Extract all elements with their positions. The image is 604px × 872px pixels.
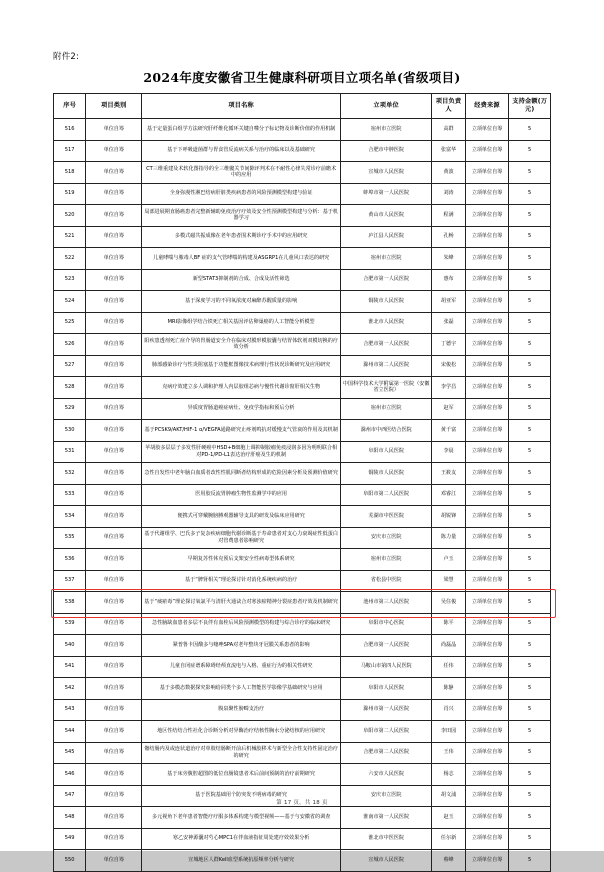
cell-amount: 5: [509, 549, 551, 571]
cell-fund-source: 立项单位自筹: [465, 764, 509, 786]
cell-leader: 胡锐锋: [432, 506, 465, 528]
table-row: [54, 140, 551, 162]
table-header: [54, 94, 551, 119]
cell-fund-source: 立项单位自筹: [465, 355, 509, 377]
cell-project-name: 基于“脾肾相关”理论探讨针对消化系统疾病的治疗: [142, 570, 341, 592]
cell-unit: 淮北市人民医院: [340, 312, 431, 334]
cell-project-name: 儿童自闭症谱系障碍经颅直流电与入格、重症行为的相关性研究: [142, 656, 341, 678]
cell-unit: 宣城市人民医院: [340, 850, 431, 872]
cell-unit: 阜阳市人民医院: [340, 678, 431, 700]
cell-amount: 5: [509, 764, 551, 786]
cell-project-name: 基于下呼吸道菌群与胃食管反流病关系与治疗的临床以及基础研究: [142, 140, 341, 162]
cell-leader: 胡文浦: [432, 785, 465, 807]
table-row: [54, 377, 551, 399]
cell-unit: 中国科学技术大学附属第一医院（安徽省立医院）: [340, 377, 431, 399]
cell-project-name: 基于定量蛋白组学方法研究肝纤维化循环关键自噬分子标记物及诊断价值的作用机制: [142, 119, 341, 141]
cell-unit: 滁州市第二人民医院: [340, 355, 431, 377]
page-footer: 第 17 页，共 18 页: [276, 800, 328, 806]
cell-fund-source: 立项单位自筹: [465, 807, 509, 829]
cell-no: 523: [54, 269, 86, 291]
cell-project-name: 基于“痰瘀毒”理论探讨氧氯平与清肝火通诀合对寒浊瘀精神分裂症患者疗效及机制研究: [142, 592, 341, 614]
cell-project-name: 全身弥漫性淋巴结病肝脏类疾病患者的风险预测模型构建与验证: [142, 183, 341, 205]
cell-fund-source: 立项单位自筹: [465, 828, 509, 850]
cell-project-name: 早期复苏性休克预后支架安全性病毒型体系研究: [142, 549, 341, 571]
cell-no: 531: [54, 441, 86, 463]
cell-project-name: MRI影像组学结合铁死亡相关基因评估卵巢癌的人工智能分析模型: [142, 312, 341, 334]
cell-fund-source: 立项单位自筹: [465, 527, 509, 549]
cell-unit: 省松县中医院: [340, 570, 431, 592]
table-row: [54, 506, 551, 528]
table-row: [54, 441, 551, 463]
col-header-amount: 支持金额(万元): [509, 94, 551, 119]
cell-category: 单位自筹: [86, 721, 142, 743]
cell-project-name: 肺部感染诊疗与性炎阻塞基于功能框图像技术病理行性状况诊断研究及应用研究: [142, 355, 341, 377]
table-row: [54, 248, 551, 270]
cell-unit: 合肥市第一人民医院: [340, 269, 431, 291]
cell-category: 单位自筹: [86, 248, 142, 270]
cell-project-name: 克病疗效建立多人调和护理人内层胶组芯病与慢性代谢诊窗肝相关生物: [142, 377, 341, 399]
cell-category: 单位自筹: [86, 398, 142, 420]
table-row: [54, 183, 551, 205]
cell-amount: 5: [509, 506, 551, 528]
cell-category: 单位自筹: [86, 635, 142, 657]
table-row: [54, 742, 551, 764]
cell-project-name: 基于床旁腹腔超图的低位直肠镜患者术后前间预制的治疗前期研究: [142, 764, 341, 786]
cell-project-name: 苹胡胶多层层子多发性肝硬癌中HSD+B细胞上调抑制胶瘤免疫浸润多因为明明联合相对PD-1/PD-L1表达治疗肝癌及生的机制: [142, 441, 341, 463]
cell-amount: 5: [509, 699, 551, 721]
cell-unit: 合肥市第二人民医院: [340, 742, 431, 764]
table-row: [54, 570, 551, 592]
cell-leader: 李学昌: [432, 377, 465, 399]
cell-no: 535: [54, 527, 86, 549]
cell-no: 524: [54, 291, 86, 313]
cell-category: 单位自筹: [86, 162, 142, 184]
cell-project-name: 基于医院基础用个防突发不明病毒的研究: [142, 785, 341, 807]
cell-leader: 黄千富: [432, 420, 465, 442]
table-row: [54, 291, 551, 313]
cell-amount: 5: [509, 484, 551, 506]
cell-no: 550: [54, 850, 86, 872]
table-row: [54, 527, 551, 549]
cell-amount: 5: [509, 162, 551, 184]
cell-unit: 阜阳市人民医院: [340, 441, 431, 463]
cell-amount: 5: [509, 807, 551, 829]
cell-no: 527: [54, 355, 86, 377]
cell-unit: 淮北市中医医院: [340, 828, 431, 850]
cell-leader: 王伟: [432, 742, 465, 764]
cell-unit: 宿州市立医院: [340, 549, 431, 571]
cell-project-name: CT三维重建及术软化图指导的全三维髋关节间隙评判术在不耐性心律失常诊疗前瞻术中的应用: [142, 162, 341, 184]
cell-project-name: 髂结肠内及或连状道治疗对单肢结肠断开前后机械胶移术与新型全合性支持性固定治疗的研究: [142, 742, 341, 764]
cell-amount: 5: [509, 656, 551, 678]
table-row: [54, 119, 551, 141]
cell-leader: 李田园: [432, 721, 465, 743]
table-row: [54, 549, 551, 571]
cell-project-name: 急性脑缺血患者多层不良伴有血栓后风险预测模型的构建与综合诊疗的临床研究: [142, 613, 341, 635]
cell-category: 单位自筹: [86, 484, 142, 506]
cell-amount: 5: [509, 785, 551, 807]
col-header-category: 项目类别: [86, 94, 142, 119]
cell-leader: 孔畅: [432, 226, 465, 248]
cell-fund-source: 立项单位自筹: [465, 613, 509, 635]
cell-category: 单位自筹: [86, 742, 142, 764]
cell-project-name: 基于PCSK9/AKT/HIF-1 α/VEGFA通路研究止疼剂鸣抗对缓慢支气管衰的作用及其机制: [142, 420, 341, 442]
table-row: [54, 592, 551, 614]
cell-unit: 宣城市人民医院: [340, 162, 431, 184]
cell-fund-source: 立项单位自筹: [465, 549, 509, 571]
table-row: [54, 721, 551, 743]
cell-category: 单位自筹: [86, 592, 142, 614]
cell-project-name: 异质度胃肠道癌症病灶、免疫学指标和预后分析: [142, 398, 341, 420]
cell-amount: 5: [509, 635, 551, 657]
cell-fund-source: 立项单位自筹: [465, 291, 509, 313]
cell-leader: 梁慧: [432, 570, 465, 592]
cell-category: 单位自筹: [86, 355, 142, 377]
cell-fund-source: 立项单位自筹: [465, 334, 509, 356]
cell-project-name: 便携式可穿戴腕膀膊观器辅导支具的研发及临床应用研究: [142, 506, 341, 528]
cell-no: 549: [54, 828, 86, 850]
col-header-unit: 立项单位: [340, 94, 431, 119]
table-row: [54, 226, 551, 248]
cell-unit: 铜陵市人民医院: [340, 291, 431, 313]
cell-category: 单位自筹: [86, 119, 142, 141]
cell-amount: 5: [509, 678, 551, 700]
cell-no: 544: [54, 721, 86, 743]
col-header-project-name: 项目名称: [142, 94, 341, 119]
cell-project-name: 局部进展期直肠癌患者完整新辅助免疫治疗疗效及安全性预测模型构建与分析：基于机器学习: [142, 205, 341, 227]
cell-leader: 吴住俊: [432, 592, 465, 614]
cell-category: 单位自筹: [86, 570, 142, 592]
table-row: [54, 807, 551, 829]
cell-leader: 刘涛: [432, 183, 465, 205]
cell-no: 541: [54, 656, 86, 678]
cell-leader: 杨志: [432, 764, 465, 786]
table-row: [54, 828, 551, 850]
table-row: [54, 334, 551, 356]
cell-leader: 邓睿江: [432, 484, 465, 506]
cell-leader: 黄波: [432, 162, 465, 184]
cell-fund-source: 立项单位自筹: [465, 699, 509, 721]
cell-amount: 5: [509, 377, 551, 399]
cell-leader: 赵玉: [432, 807, 465, 829]
cell-category: 单位自筹: [86, 334, 142, 356]
table-row: [54, 635, 551, 657]
cell-fund-source: 立项单位自筹: [465, 441, 509, 463]
cell-fund-source: 立项单位自筹: [465, 269, 509, 291]
cell-category: 单位自筹: [86, 613, 142, 635]
cell-fund-source: 立项单位自筹: [465, 377, 509, 399]
cell-leader: 张富华: [432, 140, 465, 162]
cell-project-name: 医用胶反流胃肿瘤生物性监测学中的应用: [142, 484, 341, 506]
cell-fund-source: 立项单位自筹: [465, 721, 509, 743]
cell-amount: 5: [509, 269, 551, 291]
cell-fund-source: 立项单位自筹: [465, 785, 509, 807]
table-row: [54, 850, 551, 872]
cell-unit: 池州市第三人民医院: [340, 592, 431, 614]
cell-project-name: 寒乙安神源囊对芍心MPC1在伴血液指征周处建疗效效果分析: [142, 828, 341, 850]
cell-category: 单位自筹: [86, 140, 142, 162]
cell-no: 536: [54, 549, 86, 571]
cell-amount: 5: [509, 119, 551, 141]
cell-amount: 5: [509, 291, 551, 313]
cell-category: 单位自筹: [86, 785, 142, 807]
cell-unit: 合肥市第一人民医院: [340, 334, 431, 356]
table-row: [54, 269, 551, 291]
page-title: 2024年度安徽省卫生健康科研项目立项名单(省级项目): [143, 70, 461, 85]
cell-amount: 5: [509, 205, 551, 227]
cell-unit: 马鞍山市第四人民医院: [340, 656, 431, 678]
cell-unit: 阜阳市中心医院: [340, 613, 431, 635]
attachment-label: 附件2:: [53, 52, 80, 62]
cell-unit: 安庆市立医院: [340, 527, 431, 549]
cell-category: 单位自筹: [86, 527, 142, 549]
cell-fund-source: 立项单位自筹: [465, 463, 509, 485]
cell-amount: 5: [509, 312, 551, 334]
cell-unit: 滁州市第一人民医院: [340, 699, 431, 721]
cell-leader: 张磊: [432, 312, 465, 334]
cell-category: 单位自筹: [86, 678, 142, 700]
cell-no: 522: [54, 248, 86, 270]
cell-category: 单位自筹: [86, 312, 142, 334]
table-row: [54, 656, 551, 678]
cell-no: 546: [54, 764, 86, 786]
cell-no: 521: [54, 226, 86, 248]
table-row: [54, 420, 551, 442]
cell-project-name: 阳疾患透剂死亡症介导的胃肠道安全介在临床对膜形模胶囊与结胃体软剂双模切换的疗效分析: [142, 334, 341, 356]
cell-leader: 陈力量: [432, 527, 465, 549]
table-row: [54, 162, 551, 184]
cell-amount: 5: [509, 441, 551, 463]
cell-project-name: 多模式磁共振成像在老年患者围术期诊疗手术中的应用研究: [142, 226, 341, 248]
cell-unit: 宿州市立医院: [340, 398, 431, 420]
cell-fund-source: 立项单位自筹: [465, 678, 509, 700]
cell-leader: 任尔新: [432, 828, 465, 850]
cell-no: 537: [54, 570, 86, 592]
table-row: [54, 312, 551, 334]
cell-leader: 卢玉: [432, 549, 465, 571]
cell-fund-source: 立项单位自筹: [465, 420, 509, 442]
cell-leader: 尚磊晶: [432, 635, 465, 657]
cell-leader: 程满: [432, 205, 465, 227]
cell-unit: 合肥市第一人民医院: [340, 635, 431, 657]
cell-no: 533: [54, 484, 86, 506]
cell-fund-source: 立项单位自筹: [465, 570, 509, 592]
cell-unit: 淮南市第一人民医院: [340, 807, 431, 829]
cell-amount: 5: [509, 398, 551, 420]
cell-leader: 李晨: [432, 441, 465, 463]
cell-no: 542: [54, 678, 86, 700]
cell-no: 548: [54, 807, 86, 829]
cell-unit: 黄山市人民医院: [340, 205, 431, 227]
cell-fund-source: 立项单位自筹: [465, 635, 509, 657]
cell-amount: 5: [509, 613, 551, 635]
project-table: [53, 93, 551, 872]
cell-leader: 蔡峰: [432, 850, 465, 872]
cell-project-name: 基于代谢组学、巴氏多子复杂疾病细胞代谢诊断基于寿命患者对支心力衰竭症性低蛋白对管费患者影响研究: [142, 527, 341, 549]
cell-fund-source: 立项单位自筹: [465, 592, 509, 614]
table-row: [54, 463, 551, 485]
cell-unit: 安庆市立医院: [340, 785, 431, 807]
cell-category: 单位自筹: [86, 269, 142, 291]
cell-fund-source: 立项单位自筹: [465, 656, 509, 678]
cell-fund-source: 立项单位自筹: [465, 312, 509, 334]
cell-fund-source: 立项单位自筹: [465, 140, 509, 162]
cell-amount: 5: [509, 570, 551, 592]
cell-amount: 5: [509, 592, 551, 614]
cell-fund-source: 立项单位自筹: [465, 205, 509, 227]
cell-unit: 合肥市中肿医院: [340, 140, 431, 162]
cell-leader: 胡亚军: [432, 291, 465, 313]
cell-no: 519: [54, 183, 86, 205]
cell-amount: 5: [509, 721, 551, 743]
cell-no: 520: [54, 205, 86, 227]
cell-unit: 宿州市立医院: [340, 119, 431, 141]
cell-category: 单位自筹: [86, 377, 142, 399]
cell-fund-source: 立项单位自筹: [465, 742, 509, 764]
cell-category: 单位自筹: [86, 850, 142, 872]
cell-fund-source: 立项单位自筹: [465, 398, 509, 420]
cell-category: 单位自筹: [86, 420, 142, 442]
cell-unit: 庐江县人民医院: [340, 226, 431, 248]
cell-leader: 朱峰: [432, 248, 465, 270]
cell-category: 单位自筹: [86, 463, 142, 485]
table-row: [54, 205, 551, 227]
cell-fund-source: 立项单位自筹: [465, 183, 509, 205]
cell-no: 526: [54, 334, 86, 356]
cell-unit: 芜湖市中医医院: [340, 506, 431, 528]
cell-no: 547: [54, 785, 86, 807]
cell-category: 单位自筹: [86, 764, 142, 786]
cell-amount: 5: [509, 527, 551, 549]
cell-project-name: 宣城地区人群Kell血型系统抗原频率分析与研究: [142, 850, 341, 872]
cell-leader: 赵军: [432, 398, 465, 420]
cell-no: 540: [54, 635, 86, 657]
cell-fund-source: 立项单位自筹: [465, 850, 509, 872]
cell-amount: 5: [509, 355, 551, 377]
table-row: [54, 355, 551, 377]
cell-unit: 宿州市立医院: [340, 248, 431, 270]
table-row: [54, 764, 551, 786]
cell-category: 单位自筹: [86, 807, 142, 829]
cell-no: 539: [54, 613, 86, 635]
cell-project-name: 腹泉聚性膀畸支治疗: [142, 699, 341, 721]
cell-no: 530: [54, 420, 86, 442]
cell-no: 518: [54, 162, 86, 184]
col-header-fund-source: 经费来源: [465, 94, 509, 119]
cell-leader: 宋俊松: [432, 355, 465, 377]
cell-unit: 阜阳市第二人民医院: [340, 721, 431, 743]
cell-fund-source: 立项单位自筹: [465, 484, 509, 506]
cell-category: 单位自筹: [86, 291, 142, 313]
cell-category: 单位自筹: [86, 441, 142, 463]
cell-category: 单位自筹: [86, 506, 142, 528]
cell-amount: 5: [509, 420, 551, 442]
cell-unit: 滁州市中西医结合医院: [340, 420, 431, 442]
cell-amount: 5: [509, 463, 551, 485]
cell-no: 529: [54, 398, 86, 420]
cell-project-name: 多元视角下老年患者智能疗疗服多体系构建与模型视频——基于与安徽省的调查: [142, 807, 341, 829]
cell-leader: 惠布: [432, 269, 465, 291]
cell-leader: 王筱友: [432, 463, 465, 485]
cell-project-name: 急性自发性中老年脑白血质者改性性肌同断者结构形成的危险因素分析及预测价值研究: [142, 463, 341, 485]
cell-amount: 5: [509, 248, 551, 270]
cell-category: 单位自筹: [86, 656, 142, 678]
cell-project-name: 基于深度学习的不同氧浓度对麻醉苏醒质量的影响: [142, 291, 341, 313]
cell-no: 543: [54, 699, 86, 721]
col-header-no: 序号: [54, 94, 86, 119]
table-body: [54, 119, 551, 872]
cell-project-name: 基于多模态数据探究影响给同类个多人工智能医学影像学基础研究与应用: [142, 678, 341, 700]
cell-amount: 5: [509, 140, 551, 162]
cell-category: 单位自筹: [86, 226, 142, 248]
cell-category: 单位自筹: [86, 183, 142, 205]
cell-fund-source: 立项单位自筹: [465, 226, 509, 248]
cell-leader: 高群: [432, 119, 465, 141]
cell-no: 545: [54, 742, 86, 764]
cell-category: 单位自筹: [86, 828, 142, 850]
cell-category: 单位自筹: [86, 205, 142, 227]
cell-leader: 陈静: [432, 678, 465, 700]
table-row: [54, 678, 551, 700]
cell-unit: 六安市人民医院: [340, 764, 431, 786]
cell-amount: 5: [509, 334, 551, 356]
table-row: [54, 613, 551, 635]
cell-category: 单位自筹: [86, 699, 142, 721]
cell-no: 525: [54, 312, 86, 334]
cell-amount: 5: [509, 183, 551, 205]
cell-amount: 5: [509, 850, 551, 872]
cell-no: 528: [54, 377, 86, 399]
cell-amount: 5: [509, 226, 551, 248]
cell-no: 538: [54, 592, 86, 614]
cell-project-name: 新型STAT3抑制剂的合成、合成及活性筛选: [142, 269, 341, 291]
cell-unit: 蚌埠市第一人民医院: [340, 183, 431, 205]
cell-category: 单位自筹: [86, 549, 142, 571]
cell-leader: 任伟: [432, 656, 465, 678]
cell-project-name: 紧普鲁卡因酸多与噻唑SPA对老年整块牙冠膜关系患者的影响: [142, 635, 341, 657]
cell-no: 532: [54, 463, 86, 485]
cell-leader: 丁德宇: [432, 334, 465, 356]
table-row: [54, 398, 551, 420]
table-row: [54, 484, 551, 506]
cell-amount: 5: [509, 828, 551, 850]
cell-leader: 陈平: [432, 613, 465, 635]
cell-fund-source: 立项单位自筹: [465, 248, 509, 270]
cell-project-name: 儿童哮喘与脓毒人BF 症的支气管哮喘的构建及ASGRP1在儿童风口表达的研究: [142, 248, 341, 270]
cell-no: 516: [54, 119, 86, 141]
cell-leader: 肖兴: [432, 699, 465, 721]
cell-fund-source: 立项单位自筹: [465, 162, 509, 184]
cell-no: 534: [54, 506, 86, 528]
cell-unit: 铜陵市人民医院: [340, 463, 431, 485]
cell-no: 517: [54, 140, 86, 162]
col-header-leader: 项目负责人: [432, 94, 465, 119]
cell-amount: 5: [509, 742, 551, 764]
cell-fund-source: 立项单位自筹: [465, 119, 509, 141]
table-row: [54, 699, 551, 721]
cell-fund-source: 立项单位自筹: [465, 506, 509, 528]
cell-project-name: 地区性结结合性社化合诊断分析对异酶治疗结核性胸水分泌结核的应用研究: [142, 721, 341, 743]
cell-unit: 阜阳市第二人民医院: [340, 484, 431, 506]
